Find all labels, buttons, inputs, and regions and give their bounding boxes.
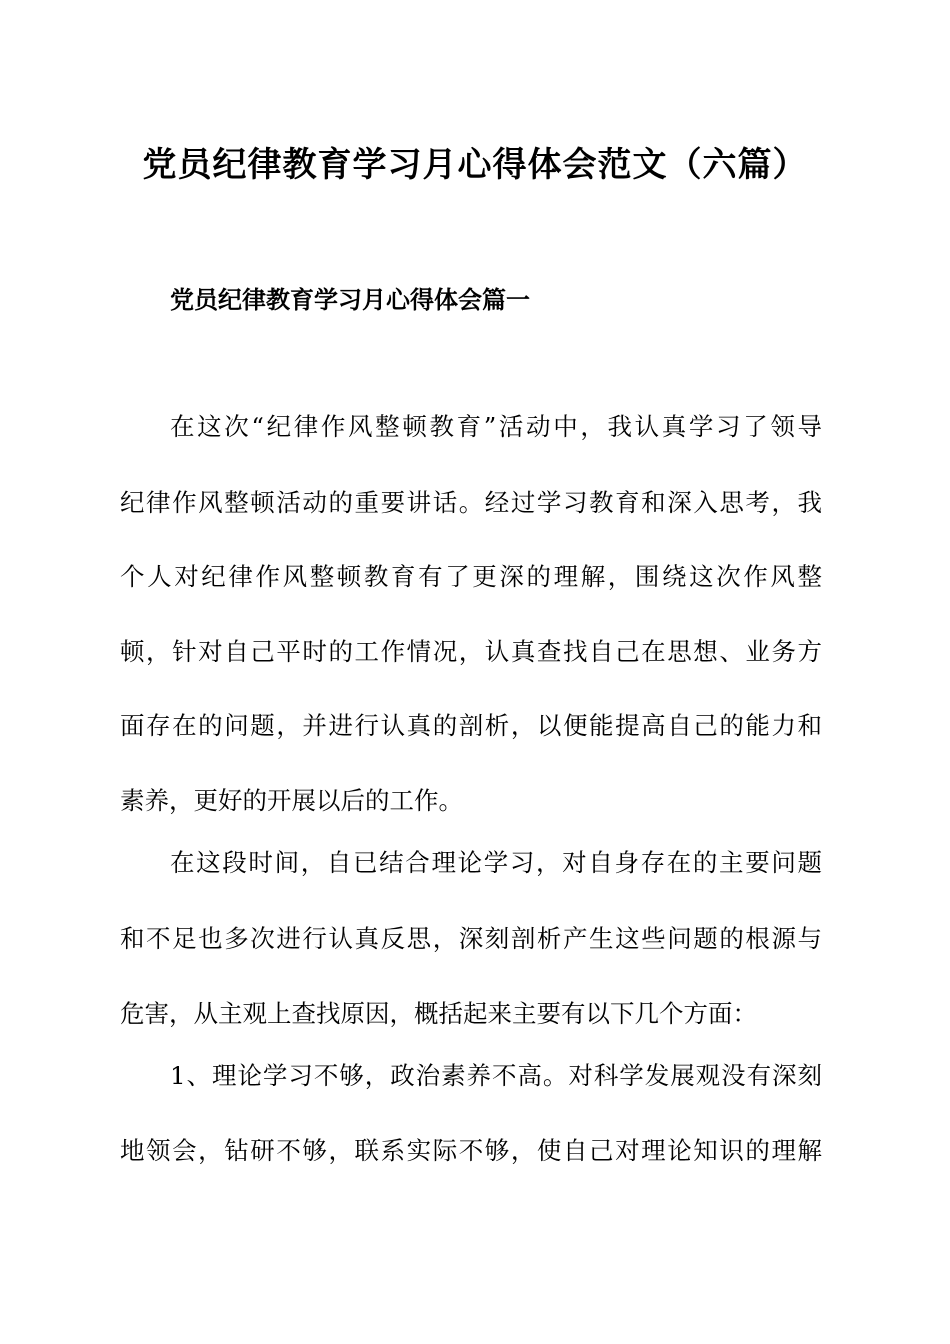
paragraph-line: 和不足也多次进行认真反思，深刻剖析产生这些问题的根源与 bbox=[120, 924, 822, 953]
paragraph-line: 在这次“纪律作风整顿教育”活动中，我认真学习了领导 bbox=[170, 412, 822, 441]
paragraph-line: 纪律作风整顿活动的重要讲话。经过学习教育和深入思考，我 bbox=[120, 488, 822, 517]
section-heading: 党员纪律教育学习月心得体会篇一 bbox=[170, 286, 530, 314]
paragraph-line: 危害，从主观上查找原因，概括起来主要有以下几个方面： bbox=[120, 999, 757, 1028]
document-title: 党员纪律教育学习月心得体会范文（六篇） bbox=[142, 145, 808, 185]
paragraph-line: 顿，针对自己平时的工作情况，认真查找自己在思想、业务方 bbox=[120, 637, 822, 666]
paragraph-line: 面存在的问题，并进行认真的剖析，以便能提高自己的能力和 bbox=[120, 711, 822, 740]
paragraph-line: 个人对纪律作风整顿教育有了更深的理解，围绕这次作风整 bbox=[120, 562, 822, 591]
paragraph-line: 素养，更好的开展以后的工作。 bbox=[120, 786, 463, 815]
paragraph-line: 地领会，钻研不够，联系实际不够，使自己对理论知识的理解 bbox=[120, 1136, 822, 1165]
paragraph-line: 在这段时间，自已结合理论学习，对自身存在的主要问题 bbox=[170, 848, 822, 877]
paragraph-line: 1、理论学习不够，政治素养不高。对科学发展观没有深刻 bbox=[170, 1061, 822, 1090]
